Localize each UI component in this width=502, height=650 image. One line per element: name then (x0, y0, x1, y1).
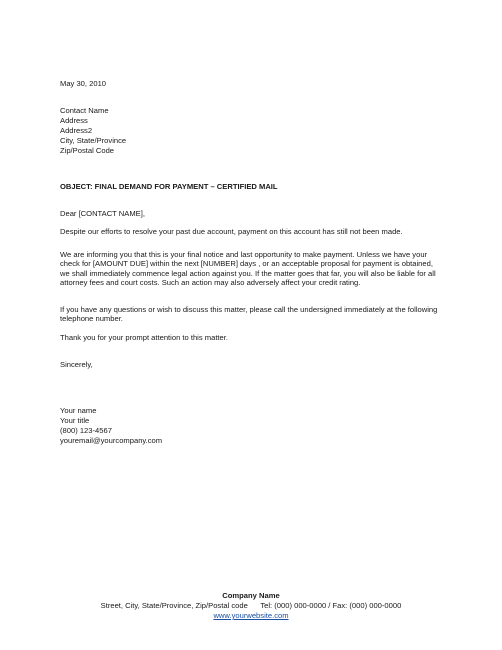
signature-title: Your title (60, 416, 90, 425)
paragraph-2: We are informing you that this is your final notice and last opportunity to make payment. Unless we have your check for [AMOUNT DUE] within the next [NUMBER] days , or an acceptable proposal for payment is obtained, we shall immediately commence legal action against you. If the matter goes that far, you will also be liable for all attorney fees and court costs. Such an action may also adversely affect your credit rating. (60, 250, 436, 288)
signature-name: Your name (60, 406, 97, 415)
salutation: Dear [CONTACT NAME], (60, 209, 145, 218)
paragraph-3: If you have any questions or wish to discuss this matter, please call the undersigned immediately at the following telephone number. (60, 305, 438, 324)
recipient-address1: Address (60, 116, 88, 125)
object-line: OBJECT: FINAL DEMAND FOR PAYMENT – CERTIFIED MAIL (60, 182, 278, 191)
footer-website-link[interactable]: www.yourwebsite.com (213, 611, 289, 620)
recipient-city-state: City, State/Province (60, 136, 127, 145)
recipient-name: Contact Name (60, 106, 109, 115)
paragraph-1: Despite our efforts to resolve your past due account, payment on this account has still not been made. (60, 227, 403, 236)
paragraph-4: Thank you for your prompt attention to this matter. (60, 333, 228, 342)
recipient-address2: Address2 (60, 126, 93, 135)
letter-date: May 30, 2010 (60, 79, 107, 88)
signature-email: youremail@yourcompany.com (60, 436, 163, 445)
footer-address: Street, City, State/Province, Zip/Postal code Tel: (000) 000-0000 / Fax: (000) 000-0000 (100, 601, 402, 610)
footer-website-container (0, 611, 502, 620)
closing: Sincerely, (60, 360, 93, 369)
recipient-zip: Zip/Postal Code (60, 146, 115, 155)
footer-company-name: Company Name (222, 591, 280, 600)
signature-phone: (800) 123-4567 (60, 426, 112, 435)
